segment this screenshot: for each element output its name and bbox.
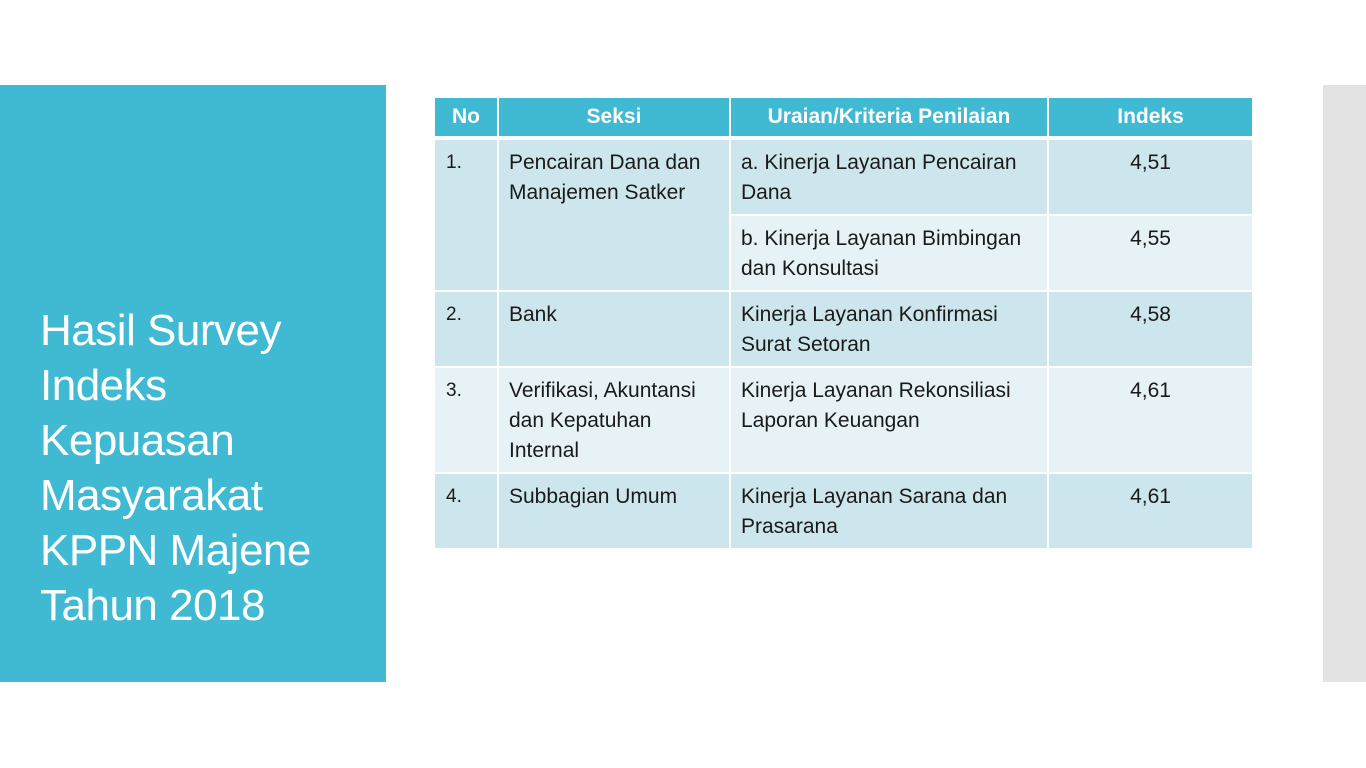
table-row — [434, 138, 1253, 215]
slide-title — [40, 303, 380, 633]
table-row — [434, 291, 1253, 367]
header-no: No — [434, 97, 498, 138]
title-line: Indeks — [40, 361, 167, 410]
cell-uraian: Kinerja Layanan Rekonsiliasi Laporan Keuangan — [730, 367, 1048, 473]
table-header-row — [434, 97, 1253, 138]
cell-indeks: 4,61 — [1048, 473, 1253, 549]
title-line: Kepuasan — [40, 416, 235, 465]
title-line: Hasil Survey — [40, 306, 281, 355]
cell-uraian: b. Kinerja Layanan Bimbingan dan Konsultasi — [730, 215, 1048, 291]
cell-indeks: 4,51 — [1048, 138, 1253, 215]
title-line: Tahun 2018 — [40, 581, 265, 630]
table-row — [434, 367, 1253, 473]
cell-uraian: Kinerja Layanan Sarana dan Prasarana — [730, 473, 1048, 549]
cell-no: 3. — [434, 367, 498, 473]
cell-seksi: Verifikasi, Akuntansi dan Kepatuhan Internal — [498, 367, 730, 473]
survey-results-table — [433, 96, 1254, 550]
cell-no: 1. — [434, 138, 498, 291]
title-panel — [0, 85, 386, 682]
cell-seksi: Bank — [498, 291, 730, 367]
cell-seksi: Subbagian Umum — [498, 473, 730, 549]
side-decoration-strip — [1323, 85, 1366, 682]
cell-no: 2. — [434, 291, 498, 367]
header-uraian: Uraian/Kriteria Penilaian — [730, 97, 1048, 138]
cell-seksi: Pencairan Dana dan Manajemen Satker — [498, 138, 730, 291]
cell-indeks: 4,58 — [1048, 291, 1253, 367]
cell-indeks: 4,61 — [1048, 367, 1253, 473]
cell-no: 4. — [434, 473, 498, 549]
cell-indeks: 4,55 — [1048, 215, 1253, 291]
cell-uraian: Kinerja Layanan Konfirmasi Surat Setoran — [730, 291, 1048, 367]
header-indeks: Indeks — [1048, 97, 1253, 138]
table-row — [434, 473, 1253, 549]
title-line: KPPN Majene — [40, 526, 311, 575]
header-seksi: Seksi — [498, 97, 730, 138]
title-line: Masyarakat — [40, 471, 263, 520]
cell-uraian: a. Kinerja Layanan Pencairan Dana — [730, 138, 1048, 215]
